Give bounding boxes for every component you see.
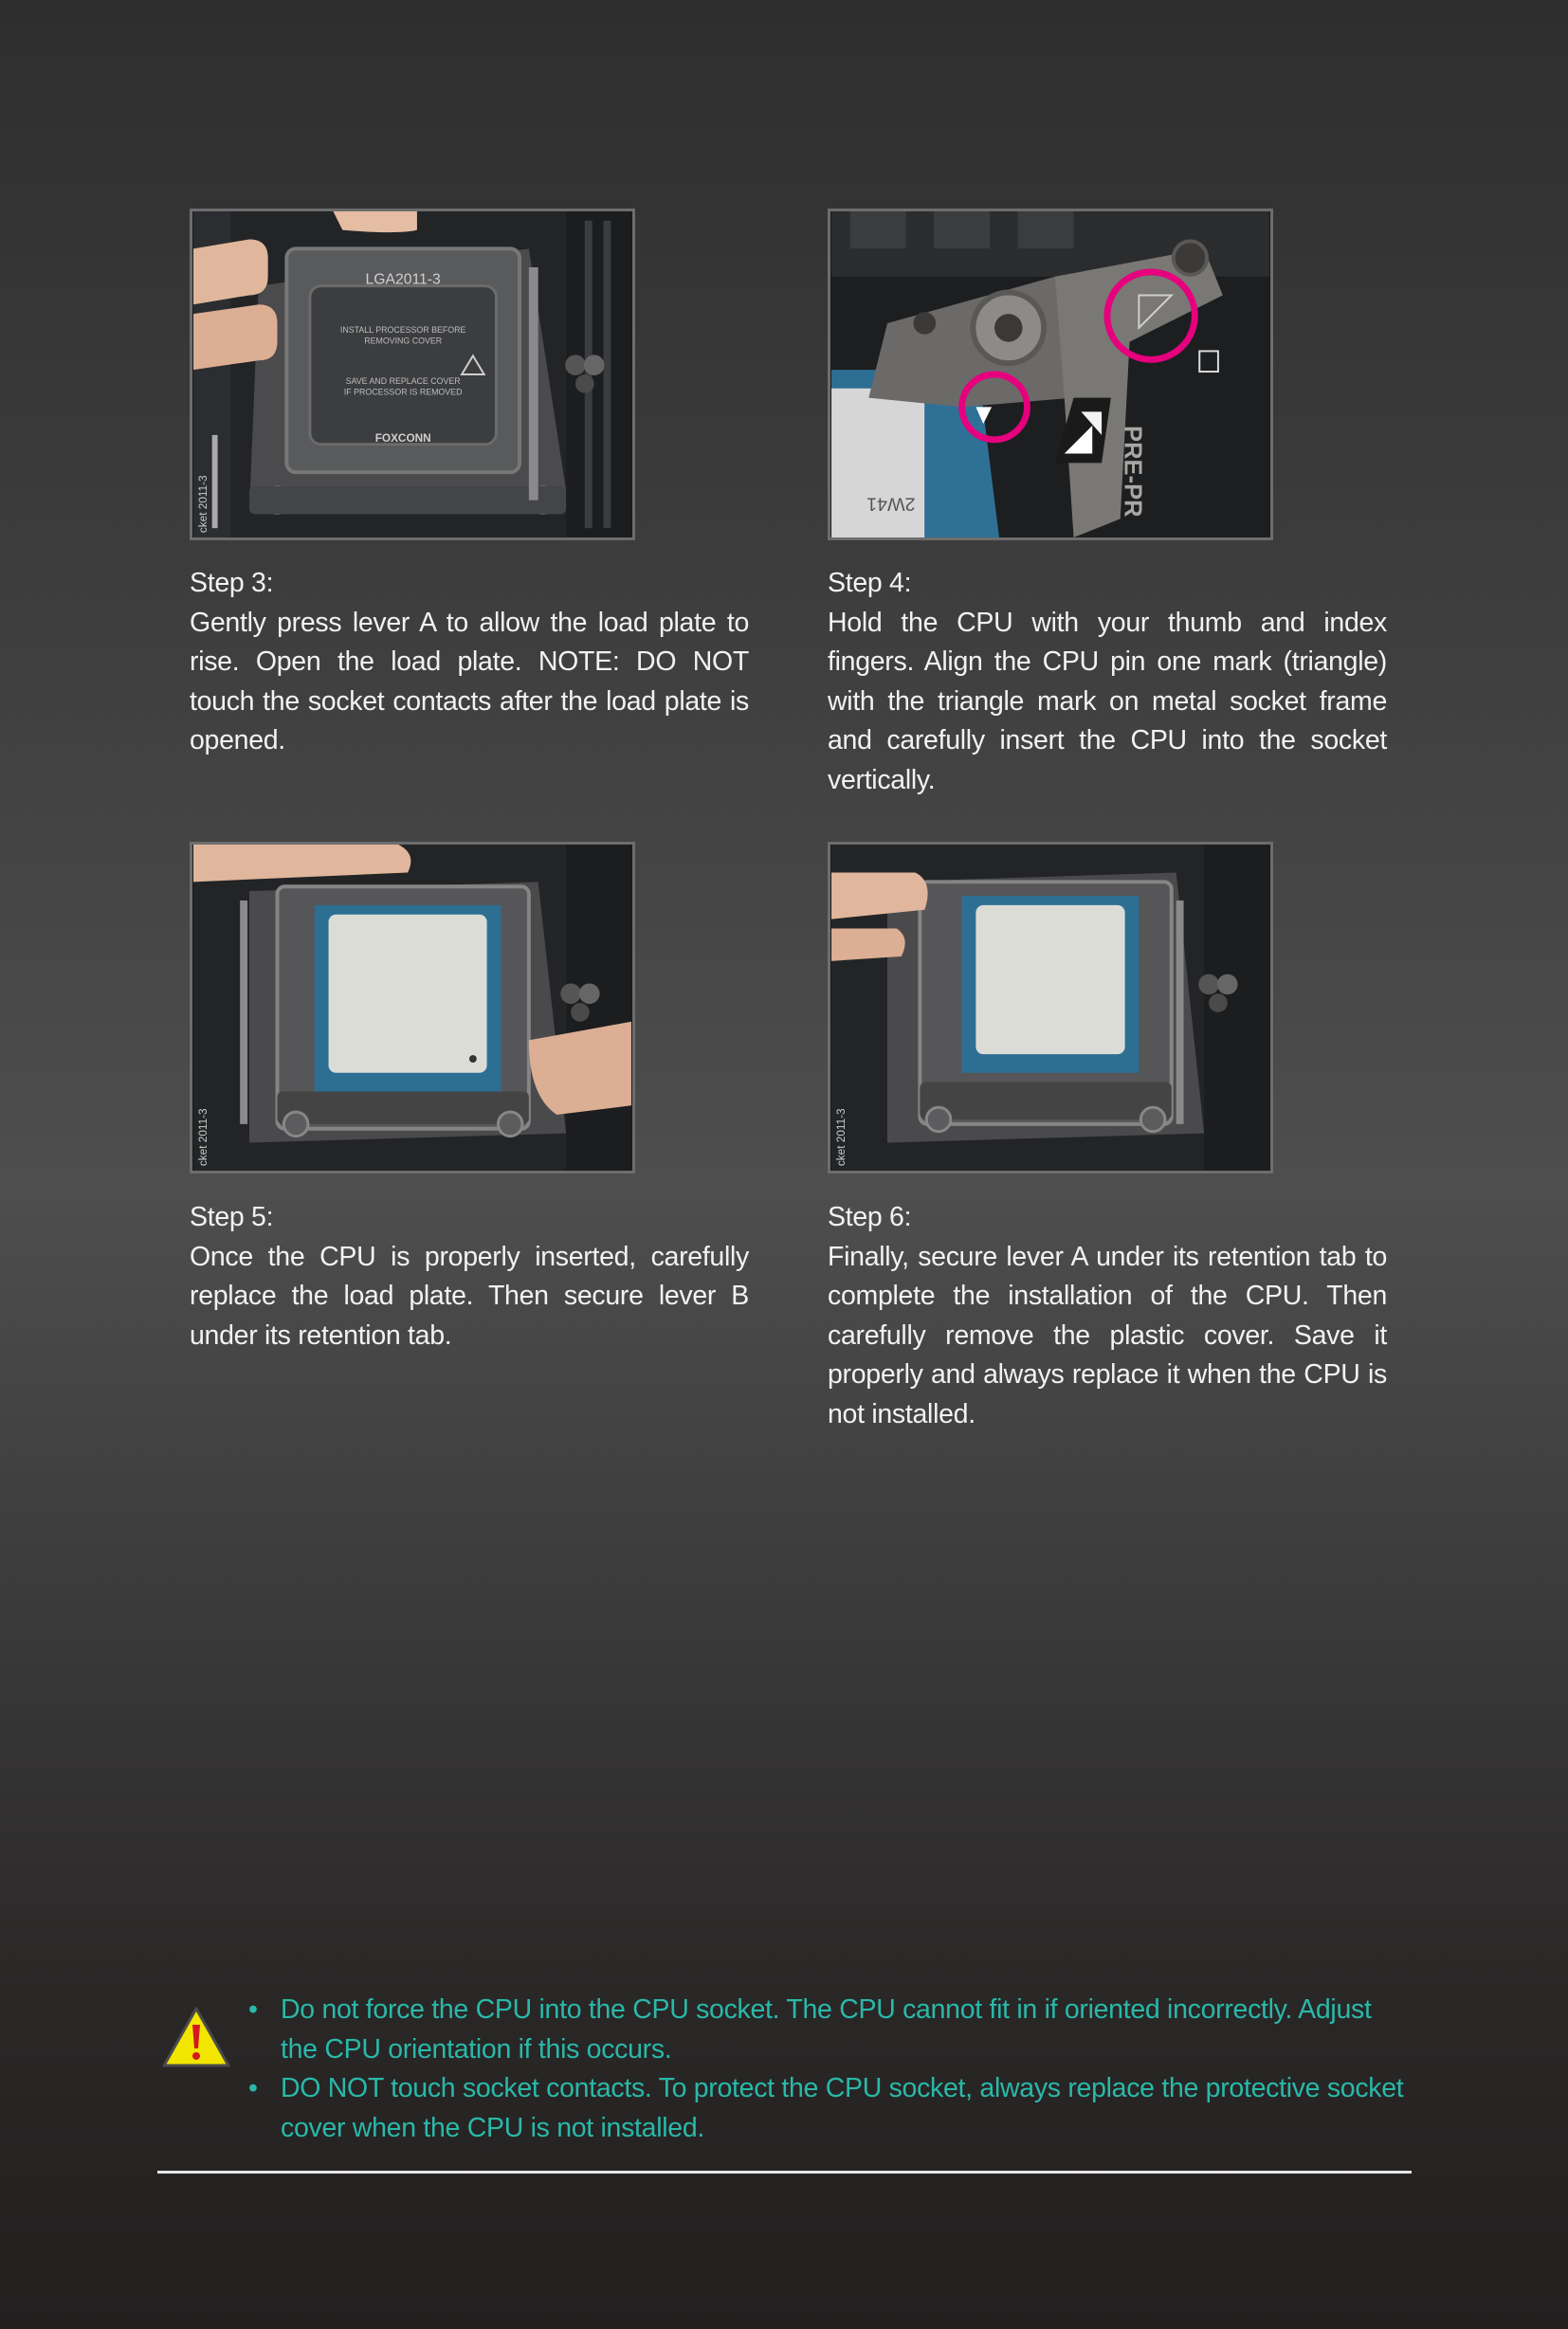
step3-title: Step 3: xyxy=(190,568,274,598)
step6-text xyxy=(828,1198,1387,1434)
warning-item: • Do not force the CPU into the CPU socket. The CPU cannot fit in if oriented incorrectly. Adjust the CPU orientation if this occurs. xyxy=(246,1991,1413,2069)
step3-photo xyxy=(190,209,635,540)
step3-cover-line4: IF PROCESSOR IS REMOVED xyxy=(343,387,463,397)
step4-title: Step 4: xyxy=(828,568,912,598)
step5-board-text: cket 2011-3 xyxy=(196,1108,210,1167)
step4-photo xyxy=(828,209,1273,540)
step3-brand: FOXCONN xyxy=(374,431,431,445)
step5-photo xyxy=(190,842,635,1174)
warning-item: • DO NOT touch socket contacts. To protect the CPU socket, always replace the protective socket cover when the CPU is not installed. xyxy=(246,2069,1413,2148)
step5-body: Once the CPU is properly inserted, carefully replace the load plate. Then secure lever B under its retention tab. xyxy=(190,1241,749,1351)
step3-cover-line3: SAVE AND REPLACE COVER xyxy=(345,375,461,386)
warning-list xyxy=(246,1991,1413,2148)
bottom-rule xyxy=(157,2171,1412,2174)
step3-cover-line2: REMOVING COVER xyxy=(364,336,443,346)
step6-title: Step 6: xyxy=(828,1202,912,1232)
step5-text xyxy=(190,1198,749,1356)
step4-cpu-text: 2W41 xyxy=(866,493,916,515)
step3-board-text: cket 2011-3 xyxy=(196,475,210,534)
step3-cover-line1: INSTALL PROCESSOR BEFORE xyxy=(339,324,466,335)
step4-text xyxy=(828,564,1387,800)
step3-socket-label: LGA2011-3 xyxy=(365,271,441,288)
step5-title: Step 5: xyxy=(190,1202,274,1232)
step6-board-text: cket 2011-3 xyxy=(834,1108,848,1167)
step6-photo xyxy=(828,842,1273,1174)
step3-text xyxy=(190,564,749,761)
step3-body: Gently press lever A to allow the load plate to rise. Open the load plate. NOTE: DO NOT touch the socket contacts after the load plate is opened. xyxy=(190,607,749,755)
step4-pcb-text: PRE-PR xyxy=(1119,426,1146,518)
step4-body: Hold the CPU with your thumb and index fingers. Align the CPU pin one mark (triangle) with the triangle mark on metal socket frame and carefully insert the CPU into the socket vertically. xyxy=(828,607,1387,795)
step6-body: Finally, secure lever A under its retention tab to complete the installation of the CPU. Then carefully remove the plastic cover. Save it properly and always replace it when the CPU is not installed. xyxy=(828,1241,1387,1429)
warning-icon xyxy=(161,2006,231,2068)
